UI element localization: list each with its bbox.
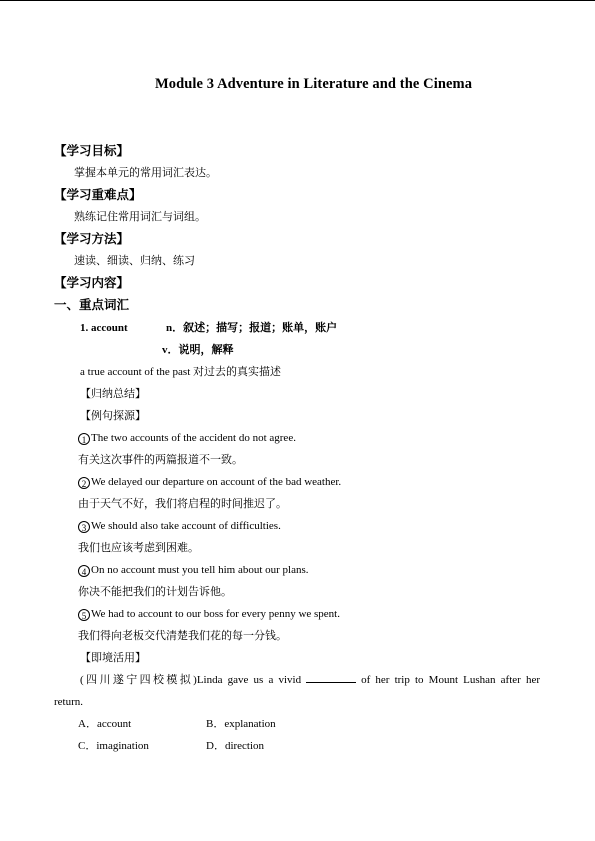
answer-blank — [306, 673, 356, 683]
example-zh-1: 有关这次事件的两篇报道不一致。 — [78, 454, 243, 466]
vocab-heading: 一、重点词汇 — [54, 298, 130, 312]
example-number-4: 4 — [78, 565, 90, 577]
method-text: 速读、细读、归纳、练习 — [74, 255, 195, 267]
entry-def-verb: v．说明，解释 — [162, 344, 234, 356]
example-en-5: 5 We had to account to our boss for every penny we spent. — [78, 607, 340, 621]
example-zh-2: 由于天气不好，我们将启程的时间推迟了。 — [78, 498, 287, 510]
option-c: C．imagination — [78, 740, 149, 752]
summary-label: 【归纳总结】 — [80, 388, 146, 400]
example-number-1: 1 — [78, 433, 90, 445]
entry-phrase: a true account of the past 对过去的真实描述 — [80, 366, 282, 378]
objective-text: 掌握本单元的常用词汇表达。 — [74, 167, 217, 179]
example-en-1: 1 The two accounts of the accident do not agree. — [78, 431, 296, 445]
practice-question: (四川遂宁四校模拟)Linda gave us a vivid of her trip to Mount Lushan after her — [80, 674, 540, 686]
option-d: D．direction — [206, 740, 265, 752]
example-number-3: 3 — [78, 521, 90, 533]
option-b: B．explanation — [206, 718, 276, 730]
example-zh-5: 我们得向老板交代清楚我们花的每一分钱。 — [78, 630, 287, 642]
example-number-5: 5 — [78, 609, 90, 621]
method-heading: 【学习方法】 — [54, 232, 130, 246]
examples-label: 【例句探源】 — [80, 410, 146, 422]
example-zh-3: 我们也应该考虑到困难。 — [78, 542, 199, 554]
entry-def-noun: n．叙述；描写；报道；账单，账户 — [166, 322, 338, 334]
key-points-heading: 【学习重难点】 — [54, 188, 142, 202]
example-number-2: 2 — [78, 477, 90, 489]
practice-label: 【即境活用】 — [80, 652, 146, 664]
example-zh-4: 你决不能把我们的计划告诉他。 — [78, 586, 232, 598]
option-a: A．account — [78, 718, 132, 730]
key-points-text: 熟练记住常用词汇与词组。 — [74, 211, 206, 223]
content-heading: 【学习内容】 — [54, 276, 130, 290]
top-rule — [0, 0, 595, 1]
example-en-2: 2 We delayed our departure on account of the bad weather. — [78, 475, 341, 489]
example-en-3: 3 We should also take account of difficulties. — [78, 519, 281, 533]
entry-word: 1. account — [80, 322, 128, 334]
objective-heading: 【学习目标】 — [54, 144, 130, 158]
example-en-4: 4 On no account must you tell him about our plans. — [78, 563, 309, 577]
practice-question-continued: return. — [54, 696, 84, 708]
page-title: Module 3 Adventure in Literature and the Cinema — [154, 76, 473, 92]
